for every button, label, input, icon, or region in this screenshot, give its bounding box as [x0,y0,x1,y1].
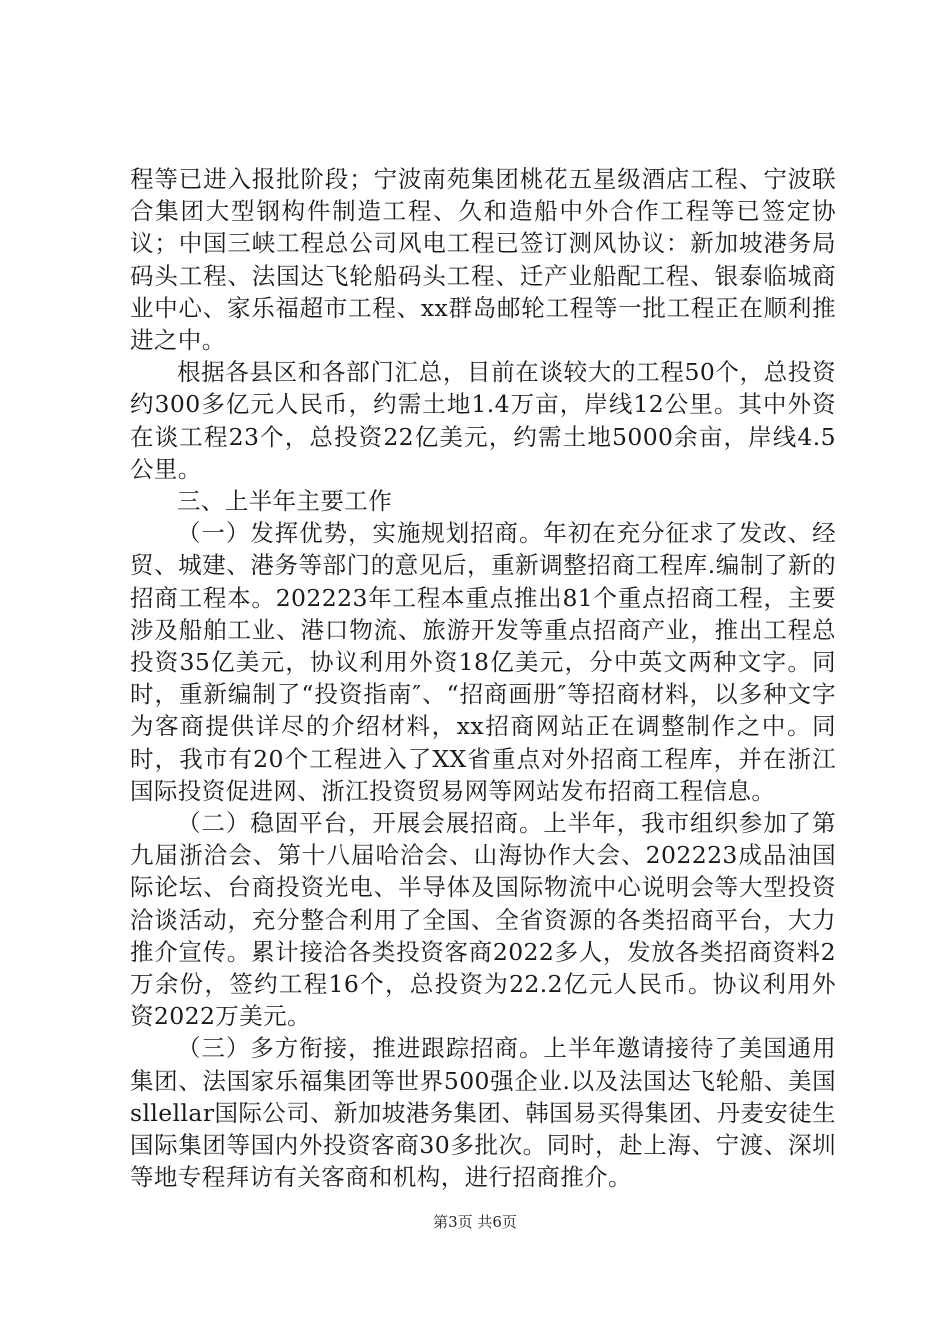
paragraph-summary: 根据各县区和各部门汇总，目前在谈较大的工程50个，总投资约300多亿元人民币，约需土地1.4万亩，岸线12公里。其中外资在谈工程23个，总投资22亿美元，约需土地5000余亩，岸线4.5公里。 [130,358,836,483]
section-heading: 三、上半年主要工作 [177,487,393,516]
paragraph-item-2: （二）稳固平台，开展会展招商。上半年，我市组织参加了第九届浙洽会、第十八届哈洽会、山海协作大会、202223成品油国际论坛、台商投资光电、半导体及国际物流中心说明会等大型投资洽谈活动，充分整合利用了全国、全省资源的各类招商平台，大力推介宣传。累计接洽各类投资客商2022多人，发放各类招商资料2万余份，签约工程16个，总投资为22.2亿元人民币。协议利用外资2022万美元。 [130,809,836,1031]
paragraph-item-3: （三）多方衔接，推进跟踪招商。上半年邀请接待了美国通用集团、法国家乐福集团等世界500强企业.以及法国达飞轮船、美国sllellar国际公司、新加坡港务集团、韩国易买得集团、丹麦安徒生国际集团等国内外投资客商30多批次。同时，赴上海、宁渡、深圳等地专程拜访有关客商和机构，进行招商推介。 [130,1034,836,1192]
page-footer: 第3页 共6页 [433,1213,517,1231]
paragraph-continued: 程等已进入报批阶段；宁波南苑集团桃花五星级酒店工程、宁波联合集团大型钢构件制造工程、久和造船中外合作工程等已签定协议；中国三峡工程总公司风电工程已签订测风协议：新加坡港务局码头工程、法国达飞轮船码头工程、迁产业船配工程、银泰临城商业中心、家乐福超市工程、xx群岛邮轮工程等一批工程正在顺利推进之中。 [130,165,836,355]
paragraph-item-1: （一）发挥优势，实施规划招商。年初在充分征求了发改、经贸、城建、港务等部门的意见后，重新调整招商工程库.编制了新的招商工程本。202223年工程本重点推出81个重点招商工程，主要涉及船舶工业、港口物流、旅游开发等重点招商产业，推出工程总投资35亿美元，协议利用外资18亿美元，分中英文两种文字。同时，重新编制了“投资指南″、“招商画册″等招商材料，以多种文字为客商提供详尽的介绍材料，xx招商网站正在调整制作之中。同时，我市有20个工程进入了XX省重点对外招商工程库，并在浙江国际投资促进网、浙江投资贸易网等网站发布招商工程信息。 [130,519,836,805]
document-body [130,163,836,1194]
